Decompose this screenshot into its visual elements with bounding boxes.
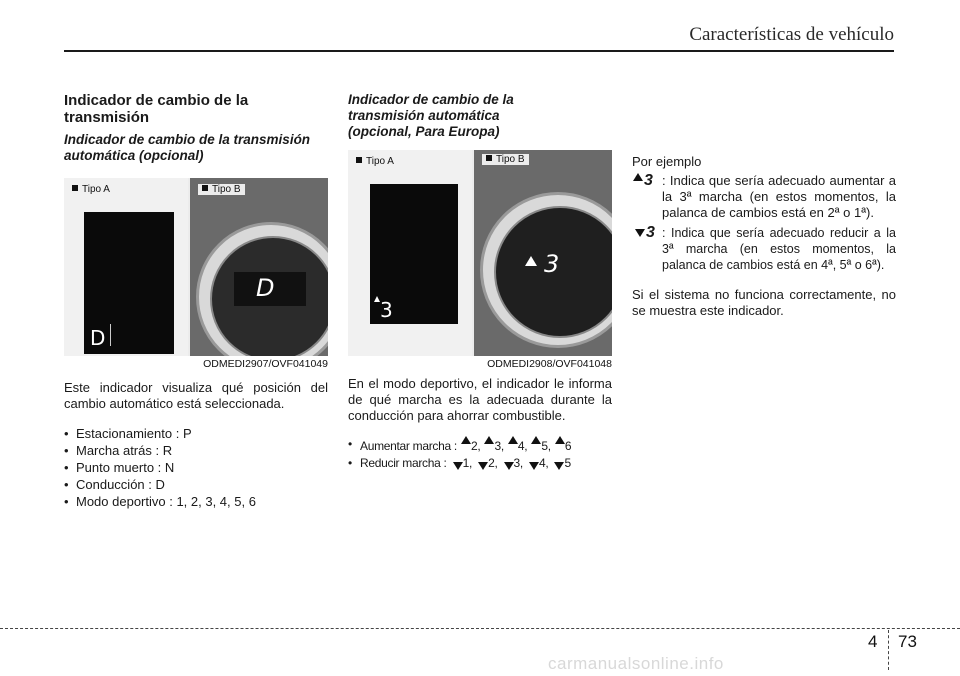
figure-panel-type-a: [64, 178, 188, 356]
lcd-gear-text: D: [90, 326, 106, 350]
shift-down-icon: [554, 462, 564, 470]
gear-value: 5: [564, 456, 571, 470]
example-shift-up: [632, 173, 896, 221]
gear-list: [64, 425, 328, 510]
lcd-divider: [110, 324, 111, 346]
example-up-gear: 3: [644, 172, 653, 189]
shift-up-icon: [555, 436, 565, 444]
column-1: [64, 92, 328, 510]
gear-value: 5: [541, 439, 548, 453]
square-bullet-icon: [72, 185, 78, 191]
square-bullet-icon: [486, 155, 492, 161]
example-down-text: : Indica que sería adecuado reducir a la 3ª marcha (en estos momentos, la palanca de cambios está en 4ª, 5ª o 6ª).: [662, 226, 896, 272]
example-label: Por ejemplo: [632, 154, 702, 169]
gear-value: 6: [564, 439, 572, 453]
shift-down-icon: [635, 229, 645, 237]
example-shift-down: [632, 225, 896, 273]
figure-panel-type-a: [348, 150, 472, 356]
list-item: • Punto muerto : N: [64, 459, 328, 476]
gear-value: 4: [538, 456, 546, 470]
figure-panel-type-b: [190, 178, 328, 356]
section-subheading: Indicador de cambio de la transmisión automática (opcional): [64, 132, 311, 163]
example-up-text: : Indica que sería adecuado aumentar a la 3ª marcha (en estos momentos, la palanca de cambios está en 2ª o 1ª).: [662, 173, 896, 220]
gear-value: 2: [471, 439, 478, 453]
square-bullet-icon: [202, 185, 208, 191]
lcd-display: [370, 184, 458, 324]
gear-value: 3: [494, 439, 501, 453]
shift-up-icon: [484, 436, 494, 444]
figure-shift-indicator: [64, 178, 328, 356]
type-a-label: Tipo A: [82, 184, 110, 195]
figure-caption: ODMEDI2908/OVF041048: [487, 358, 612, 370]
shift-down-icon: [529, 462, 539, 470]
shift-down-label: Reducir marcha :: [360, 456, 447, 470]
page-number: 73: [898, 632, 917, 651]
square-bullet-icon: [356, 157, 362, 163]
figure-caption: ODMEDI2907/OVF041049: [203, 358, 328, 370]
gear-value: 4: [517, 439, 525, 453]
type-a-label: Tipo A: [366, 156, 394, 167]
column-3: [632, 154, 896, 319]
shift-list: [348, 436, 612, 472]
header-rule: [64, 50, 894, 52]
list-item-shift-up: • Aumentar marcha : 2, 3, 4, 5, 6: [348, 436, 612, 455]
list-item: • Modo deportivo : 1, 2, 3, 4, 5, 6: [64, 493, 328, 510]
list-item: • Conducción : D: [64, 476, 328, 493]
list-item: • Marcha atrás : R: [64, 442, 328, 459]
intro-paragraph: Este indicador visualiza qué posición del cambio automático está seleccionada.: [64, 380, 328, 411]
watermark-text: carmanualsonline.info: [548, 654, 724, 673]
gauge-gear-text: D: [256, 274, 275, 302]
gear-value: 2: [488, 456, 495, 470]
shift-up-icon: [461, 436, 471, 444]
shift-up-label: Aumentar marcha :: [360, 439, 457, 453]
shift-up-icon: [525, 256, 537, 266]
chapter-number: 4: [868, 632, 878, 651]
gauge-gear-text: 3: [544, 250, 560, 278]
figure-panel-type-b: [474, 150, 612, 356]
note-paragraph: Si el sistema no funciona correctamente, no se muestra este indicador.: [632, 287, 896, 318]
type-b-label: Tipo B: [212, 184, 241, 195]
lcd-display: [84, 212, 174, 354]
example-down-gear: 3: [646, 224, 655, 241]
page-number-divider: [888, 630, 889, 670]
section-heading: Indicador de cambio de la transmisión: [64, 92, 249, 126]
page-header-title: Características de vehículo: [689, 24, 894, 45]
gear-value: 3: [513, 456, 520, 470]
intro-paragraph: En el modo deportivo, el indicador le informa de qué marcha es la adecuada durante la conducción para ahorrar combustible.: [348, 376, 612, 423]
shift-up-icon: [633, 173, 643, 181]
shift-down-icon: [504, 462, 514, 470]
list-item: • Estacionamiento : P: [64, 425, 328, 442]
footer-rule: [0, 628, 960, 629]
gear-value: 1: [462, 456, 469, 470]
shift-up-icon: [508, 436, 518, 444]
figure-shift-indicator-europe: [348, 150, 612, 356]
shift-down-icon: [478, 462, 488, 470]
shift-up-icon: [531, 436, 541, 444]
shift-down-icon: [453, 462, 463, 470]
column-2: [348, 92, 612, 472]
section-subheading: Indicador de cambio de la transmisión automática (opcional, Para Europa): [348, 92, 514, 139]
list-item-shift-down: • Reducir marcha : 1, 2, 3, 4, 5: [348, 455, 612, 472]
lcd-gear-text: 3: [380, 298, 393, 322]
type-b-label: Tipo B: [496, 154, 525, 165]
